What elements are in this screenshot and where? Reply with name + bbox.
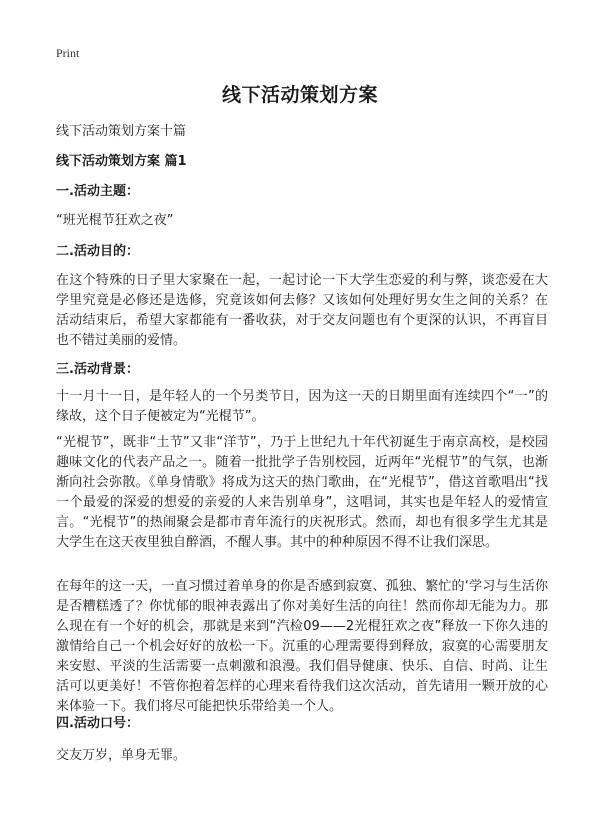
section-paragraph-background-3: 在每年的这一天，一直习惯过着单身的你是否感到寂寞、孤独、繁忙的‘学习与生活你是否糟糕透了？你忧郁的眼神表露出了你对美好生活的向往！然而你却无能为力。那么现在有一个好的机会，那就是来到“汽检09——2光棍狂欢之夜”释放一下你久违的激情给自己一个机会好好的放松一下。沉重的心理需要得到释放，寂寞的心需要朋友来安慰、平淡的生活需要一点刺激和浪漫。我们倡导健康、快乐、自信、时尚、让生活可以更美好！不管你抱着怎样的心理来看待我们这次活动，首先请用一颗开放的心来体验一下。我们将尽可能把快乐带给美一个人。 [56,579,548,714]
section-paragraph-background-1: 十一月十一日，是年轻人的一个另类节日，因为这一天的日期里面有连续四个“一”的缘故，这个日子便被定为“光棍节”。 [56,389,548,424]
section-heading-slogan: 四.活动口号： [56,716,139,731]
document-title: 线下活动策划方案 [221,84,378,106]
section-heading-purpose: 二.活动目的： [56,244,139,259]
article-heading: 线下活动策划方案 篇1 [56,154,187,169]
section-paragraph-slogan: 交友万岁，单身无罪。 [56,748,187,763]
document-subtitle: 线下活动策划方案十篇 [56,124,187,139]
section-heading-theme: 一.活动主题： [56,184,139,199]
section-paragraph-background-2: “光棍节”，既非“土节”又非“洋节”，乃于上世纪九十年代初诞生于南京高校，是校园趣味文化的代表产品之一。随着一批批学子告别校园，近两年“光棍节”的气氛，也渐渐向社会弥散。《单身情歌》将成为这天的热门歌曲，在“光棍节”，借这首歌唱出“找一个最爱的深爱的想爱的亲爱的人来告别单身”，这唱词，其实也是年轻人的爱情宣言。“光棍节”的热闹聚会是都市青年流行的庆祝形式。然而，却也有很多学生尤其是大学生在这天夜里独自醉酒，不醒人事。其中的种种原因不得不让我们深思。 [56,435,548,550]
section-heading-background: 三.活动背景： [56,362,139,377]
print-label: Print [56,46,80,60]
section-paragraph-theme: “班光棍节狂欢之夜” [56,213,174,228]
section-paragraph-purpose: 在这个特殊的日子里大家聚在一起，一起讨论一下大学生恋爱的利与弊，谈恋爱在大学里究竟是必修还是选修，究竟该如何去修？又该如何处理好男女生之间的关系？在活动结束后，希望大家都能有一番收获，对于交友问题也有个更深的认识，不再盲目也不错过美丽的爱情。 [56,273,548,348]
